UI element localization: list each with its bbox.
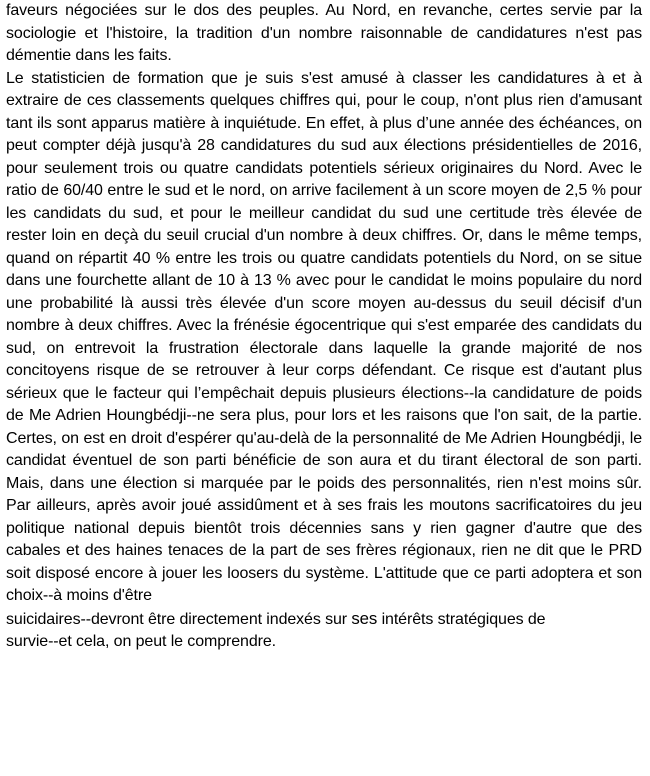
document-page: [6, 0, 642, 654]
tail-line-2: survie--et cela, on peut le comprendre.: [6, 633, 277, 650]
tail-line-1-end: intérêts stratégiques de: [377, 610, 546, 628]
paragraph-2: Le statisticien de formation que je suis s'est amusé à classer les candidatures à et à extraire de ces classements quelques chiffres qui, pour le coup, n'ont plus rien d'amusant tant ils sont apparus matière à inquiétude. En effet, à plus d’une année des échéances, on peut compter déjà jusqu'à 28 candidatures du sud aux élections présidentielles de 2016, pour seulement trois ou quatre candidats potentiels sérieux originaires du Nord. Avec le ratio de 60/40 entre le sud et le nord, on arrive facilement à un score moyen de 2,5 % pour les candidats du sud, et pour le meilleur candidat du sud une certitude très élevée de rester loin en deçà du seuil crucial d'un nombre à deux chiffres. Or, dans le même temps, quand on répartit 40 % entre les trois ou quatre candidats potentiels du Nord, on se situe dans une fourchette allant de 10 à 13 % avec pour le candidat le moins populaire du nord une probabilité là aussi très élevée d'un score moyen au-dessus du seuil décisif d'un nombre à deux chiffres. Avec la frénésie égocentrique qui s'est emparée des candidats du sud, on entrevoit la frustration électorale dans laquelle la grande majorité de nos concitoyens risque de se retrouver à leur corps défendant. Ce risque est d'autant plus sérieux que le facteur qui l’empêchait depuis plusieurs élections--la candidature de poids de Me Adrien Houngbédji--ne sera plus, pour lors et les raisons que l'on sait, de la partie. Certes, on est en droit d'espérer qu'au-delà de la personnalité de Me Adrien Houngbédji, le candidat éventuel de son parti bénéficie de son aura et du tirant électoral de son parti. Mais, dans une élection si marquée par le poids des personnalités, rien n'est moins sûr. Par ailleurs, après avoir joué assidûment et à ses frais les moutons sacrificatoires du jeu politique national depuis bientôt trois décennies sans y rien gagner d'autre que des cabales et des haines tenaces de la part de ses frères régionaux, rien ne dit que le PRD soit disposé encore à jouer les loosers du système. L'attitude que ce parti adoptera et son choix--à moins d'être: [6, 69, 642, 604]
tail-line-1: [6, 608, 642, 632]
tail-line-1-start: suicidaires--devront être directement indexés sur: [6, 610, 352, 628]
tail-line-1-emphasis: ses: [351, 608, 378, 628]
paragraph-tail: [6, 608, 642, 654]
paragraph-1: faveurs négociées sur le dos des peuples. Au Nord, en revanche, certes servie par la sociologie et l'histoire, la tradition d'un nombre raisonnable de candidatures n'est pas démentie dans les faits.: [6, 2, 642, 64]
